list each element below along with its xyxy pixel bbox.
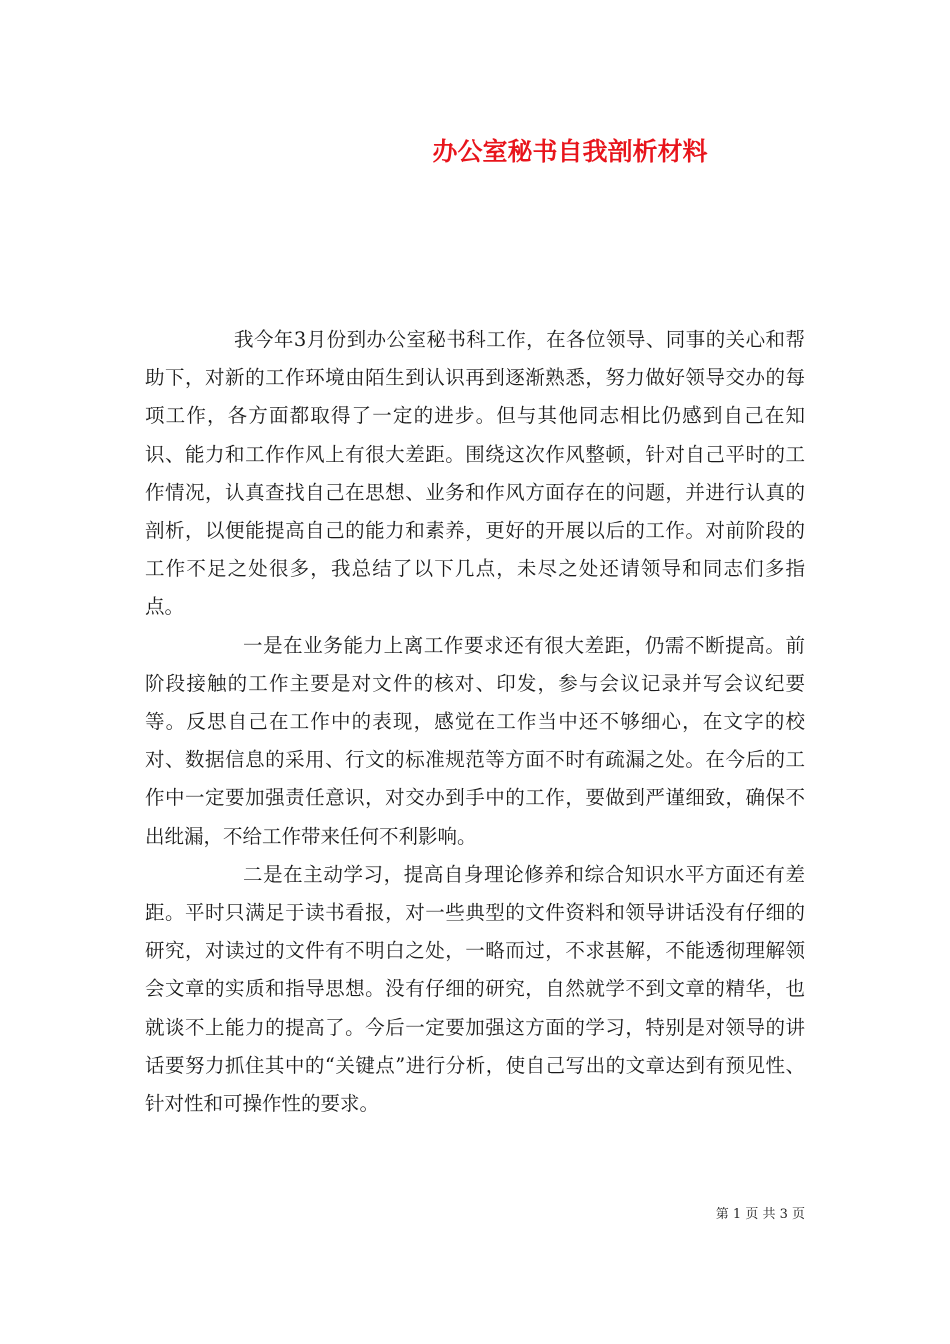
paragraph-intro: 我今年3月份到办公室秘书科工作，在各位领导、同事的关心和帮助下，对新的工作环境由陌生到认识再到逐渐熟悉，努力做好领导交办的每项工作，各方面都取得了一定的进步。但与其他同志相比仍感到自己在知识、能力和工作作风上有很大差距。围绕这次作风整顿，针对自己平时的工作情况，认真查找自己在思想、业务和作风方面存在的问题，并进行认真的剖析，以便能提高自己的能力和素养，更好的开展以后的工作。对前阶段的工作不足之处很多，我总结了以下几点，未尽之处还请领导和同志们多指点。 bbox=[145, 328, 805, 619]
document-body bbox=[145, 321, 805, 1123]
page-number-footer: 第 1 页 共 3 页 bbox=[715, 1207, 805, 1222]
paragraph-point-two: 二是在主动学习，提高自身理论修养和综合知识水平方面还有差距。平时只满足于读书看报，对一些典型的文件资料和领导讲话没有仔细的研究，对读过的文件有不明白之处，一略而过，不求甚解，不能透彻理解领会文章的实质和指导思想。没有仔细的研究，自然就学不到文章的精华，也就谈不上能力的提高了。今后一定要加强这方面的学习，特别是对领导的讲话要努力抓住其中的“关键点”进行分析，使自己写出的文章达到有预见性、针对性和可操作性的要求。 bbox=[145, 862, 805, 1116]
paragraph-point-one: 一是在业务能力上离工作要求还有很大差距，仍需不断提高。前阶段接触的工作主要是对文件的核对、印发，参与会议记录并写会议纪要等。反思自己在工作中的表现，感觉在工作当中还不够细心，在文字的校对、数据信息的采用、行文的标准规范等方面不时有疏漏之处。在今后的工作中一定要加强责任意识，对交办到手中的工作，要做到严谨细致，确保不出纰漏，不给工作带来任何不利影响。 bbox=[145, 633, 805, 848]
document-title: 办公室秘书自我剖析材料 bbox=[432, 137, 708, 166]
